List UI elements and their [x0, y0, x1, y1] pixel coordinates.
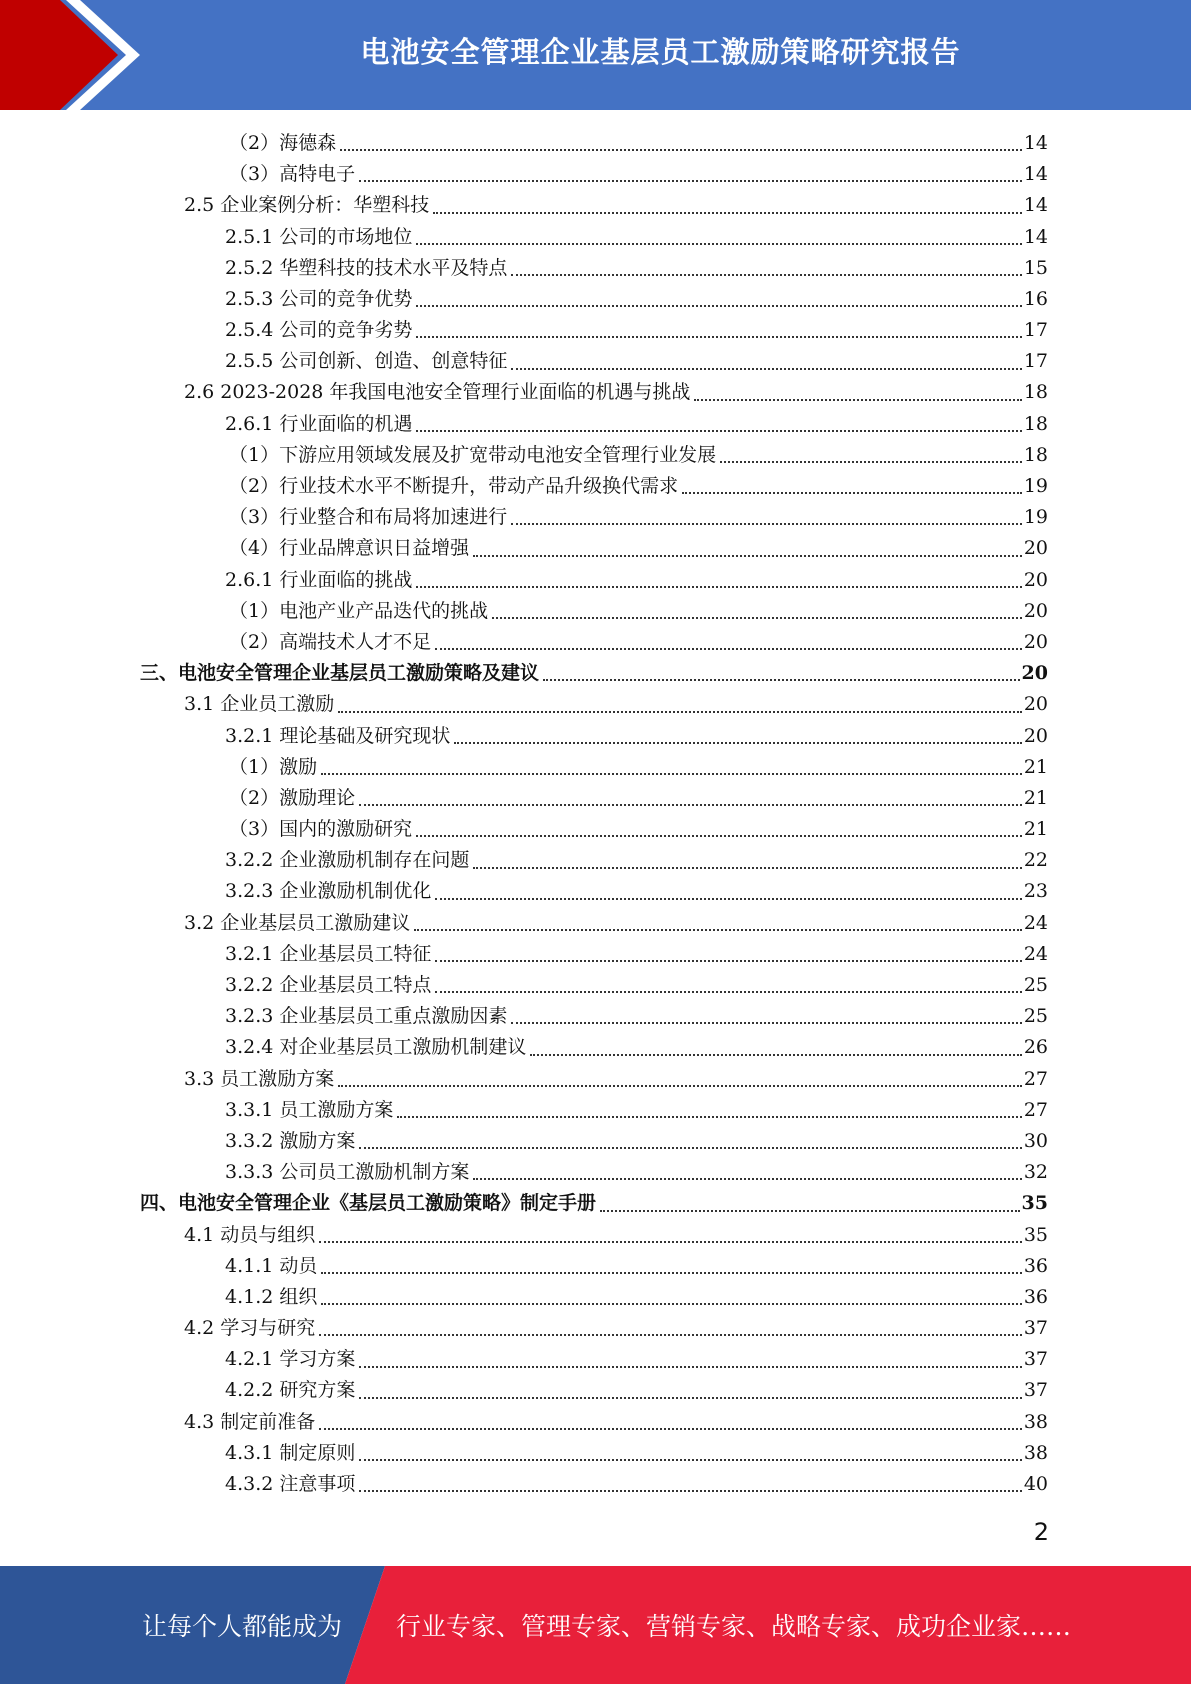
toc-entry-page: 37 — [1023, 1348, 1048, 1371]
toc-entry[interactable] — [140, 533, 1048, 564]
toc-entry[interactable] — [140, 970, 1048, 1001]
toc-entry[interactable] — [140, 627, 1048, 658]
toc-entry[interactable] — [140, 1376, 1048, 1407]
toc-entry[interactable] — [140, 159, 1048, 190]
toc-entry-page: 27 — [1023, 1098, 1048, 1121]
toc-entry-label: 4.2.1 学习方案 — [225, 1348, 356, 1371]
toc-dot-leader — [416, 429, 1021, 432]
toc-entry[interactable] — [140, 752, 1048, 783]
toc-dot-leader — [511, 367, 1021, 370]
toc-entry[interactable] — [140, 471, 1048, 502]
toc-entry-label: 4.3 制定前准备 — [184, 1410, 316, 1433]
toc-entry[interactable] — [140, 1407, 1048, 1438]
toc-entry-page: 40 — [1023, 1473, 1048, 1496]
toc-entry-label: 3.3 员工激励方案 — [184, 1067, 335, 1090]
toc-entry-page: 25 — [1023, 1005, 1048, 1028]
toc-dot-leader — [338, 710, 1022, 713]
toc-entry-page: 17 — [1023, 319, 1048, 342]
toc-entry-page: 26 — [1023, 1036, 1048, 1059]
toc-dot-leader — [359, 1146, 1021, 1149]
toc-entry[interactable] — [140, 1001, 1048, 1032]
toc-entry-page: 14 — [1023, 194, 1048, 217]
toc-entry-page: 23 — [1023, 880, 1048, 903]
toc-entry-label: 3.3.2 激励方案 — [225, 1129, 356, 1152]
toc-entry-page: 19 — [1023, 475, 1048, 498]
toc-entry-page: 36 — [1023, 1285, 1048, 1308]
toc-dot-leader — [416, 834, 1022, 837]
toc-entry-label: 3.2.2 企业激励机制存在问题 — [225, 849, 470, 872]
toc-dot-leader — [414, 928, 1022, 931]
toc-entry-page: 27 — [1023, 1067, 1048, 1090]
toc-entry-page: 38 — [1023, 1410, 1048, 1433]
footer-slogan-left: 让每个人都能成为 — [142, 1612, 343, 1641]
toc-entry[interactable] — [140, 908, 1048, 939]
toc-entry-label: 2.6.1 行业面临的挑战 — [225, 568, 413, 591]
toc-dot-leader — [530, 1053, 1021, 1056]
toc-entry[interactable] — [140, 1095, 1048, 1126]
toc-dot-leader — [416, 335, 1021, 338]
toc-dot-leader — [720, 460, 1022, 463]
toc-dot-leader — [338, 1084, 1022, 1087]
toc-dot-leader — [694, 398, 1021, 401]
toc-entry-label: （1）激励 — [229, 755, 318, 778]
toc-entry[interactable] — [140, 1469, 1048, 1500]
toc-entry-label: 3.2.3 企业激励机制优化 — [225, 880, 432, 903]
toc-entry-page: 20 — [1021, 662, 1048, 685]
toc-entry[interactable] — [140, 1282, 1048, 1313]
toc-entry-label: （3）国内的激励研究 — [229, 818, 413, 841]
toc-entry-page: 15 — [1023, 256, 1048, 279]
toc-dot-leader — [359, 1458, 1021, 1461]
toc-entry[interactable] — [140, 596, 1048, 627]
toc-entry-label: 3.2.1 企业基层员工特征 — [225, 942, 432, 965]
toc-dot-leader — [473, 1177, 1021, 1180]
toc-entry-label: 2.5.2 华塑科技的技术水平及特点 — [225, 256, 508, 279]
toc-dot-leader — [359, 1365, 1021, 1368]
toc-entry-label: （2）激励理论 — [229, 786, 356, 809]
footer-band — [0, 1566, 1191, 1684]
toc-entry[interactable] — [140, 502, 1048, 533]
toc-entry-page: 20 — [1023, 724, 1048, 747]
toc-entry-page: 18 — [1023, 443, 1048, 466]
toc-entry-page: 14 — [1023, 225, 1048, 248]
toc-entry[interactable] — [140, 689, 1048, 720]
toc-entry-label: （2）海德森 — [229, 131, 337, 154]
page-number: 2 — [1033, 1518, 1049, 1546]
toc-dot-leader — [435, 990, 1021, 993]
toc-entry-label: 3.3.3 公司员工激励机制方案 — [225, 1161, 470, 1184]
toc-entry-label: 3.2.2 企业基层员工特点 — [225, 974, 432, 997]
toc-entry[interactable] — [140, 222, 1048, 253]
footer-slogan-right: 行业专家、管理专家、营销专家、战略专家、成功企业家…… — [396, 1612, 1072, 1641]
toc-dot-leader — [359, 1489, 1021, 1492]
toc-dot-leader — [416, 585, 1021, 588]
toc-entry-label: 2.5.1 公司的市场地位 — [225, 225, 413, 248]
toc-dot-leader — [435, 647, 1022, 650]
toc-entry[interactable] — [140, 565, 1048, 596]
header-chevron-graphic — [0, 0, 160, 110]
toc-entry[interactable] — [140, 190, 1048, 221]
toc-dot-leader — [340, 148, 1022, 151]
toc-dot-leader — [397, 1115, 1021, 1118]
toc-entry[interactable] — [140, 1188, 1048, 1219]
toc-entry-label: （3）行业整合和布局将加速进行 — [229, 506, 508, 529]
toc-entry[interactable] — [140, 1313, 1048, 1344]
toc-entry[interactable] — [140, 1251, 1048, 1282]
toc-entry[interactable] — [140, 1064, 1048, 1095]
toc-dot-leader — [359, 179, 1022, 182]
report-title: 电池安全管理企业基层员工激励策略研究报告 — [360, 34, 961, 69]
toc-entry-page: 37 — [1023, 1317, 1048, 1340]
toc-entry-page: 32 — [1023, 1161, 1048, 1184]
toc-dot-leader — [511, 522, 1022, 525]
toc-entry-label: 3.2.3 企业基层员工重点激励因素 — [225, 1005, 508, 1028]
toc-dot-leader — [473, 866, 1021, 869]
toc-entry-page: 24 — [1023, 942, 1048, 965]
toc-entry-page: 14 — [1023, 163, 1048, 186]
toc-entry-label: 3.2 企业基层员工激励建议 — [184, 911, 411, 934]
toc-entry-label: 2.6.1 行业面临的机遇 — [225, 412, 413, 435]
toc-entry-page: 35 — [1023, 1223, 1048, 1246]
toc-entry[interactable] — [140, 1126, 1048, 1157]
toc-entry-page: 20 — [1023, 630, 1048, 653]
toc-entry[interactable] — [140, 128, 1048, 159]
toc-dot-leader — [359, 803, 1022, 806]
toc-entry[interactable] — [140, 877, 1048, 908]
toc-entry-page: 20 — [1023, 599, 1048, 622]
toc-entry[interactable] — [140, 315, 1048, 346]
toc-entry-label: 2.5.3 公司的竞争优势 — [225, 287, 413, 310]
toc-entry-page: 36 — [1023, 1254, 1048, 1277]
toc-entry[interactable] — [140, 814, 1048, 845]
toc-entry-label: （3）高特电子 — [229, 163, 356, 186]
toc-entry-label: 4.3.2 注意事项 — [225, 1473, 356, 1496]
toc-entry[interactable] — [140, 409, 1048, 440]
toc-entry-page: 37 — [1023, 1379, 1048, 1402]
toc-entry-label: 3.1 企业员工激励 — [184, 693, 335, 716]
toc-entry-label: 3.3.1 员工激励方案 — [225, 1098, 394, 1121]
toc-entry-page: 30 — [1023, 1129, 1048, 1152]
toc-entry-page: 24 — [1023, 911, 1048, 934]
toc-dot-leader — [319, 1240, 1022, 1243]
toc-dot-leader — [416, 304, 1021, 307]
toc-entry[interactable] — [140, 253, 1048, 284]
toc-entry-page: 14 — [1023, 131, 1048, 154]
toc-entry[interactable] — [140, 378, 1048, 409]
toc-entry-page: 21 — [1023, 755, 1048, 778]
toc-entry-page: 35 — [1021, 1192, 1048, 1215]
toc-entry-page: 18 — [1023, 412, 1048, 435]
toc-entry-label: 2.6 2023-2028 年我国电池安全管理行业面临的机遇与挑战 — [184, 381, 691, 404]
header-band — [0, 0, 1191, 110]
toc-dot-leader — [600, 1209, 1020, 1212]
toc-dot-leader — [433, 211, 1022, 214]
toc-entry-label: （2）高端技术人才不足 — [229, 630, 432, 653]
toc-entry-label: 4.1 动员与组织 — [184, 1223, 316, 1246]
toc-entry-label: （1）下游应用领域发展及扩宽带动电池安全管理行业发展 — [229, 443, 717, 466]
toc-entry[interactable] — [140, 939, 1048, 970]
toc-entry-label: 2.5.5 公司创新、创造、创意特征 — [225, 350, 508, 373]
toc-entry[interactable] — [140, 1032, 1048, 1063]
toc-entry-page: 22 — [1023, 849, 1048, 872]
toc-entry-label: （2）行业技术水平不断提升，带动产品升级换代需求 — [229, 475, 679, 498]
toc-entry-label: 4.2.2 研究方案 — [225, 1379, 356, 1402]
toc-dot-leader — [321, 1302, 1021, 1305]
toc-entry-page: 20 — [1023, 693, 1048, 716]
toc-entry-page: 20 — [1023, 568, 1048, 591]
toc-entry-page: 19 — [1023, 506, 1048, 529]
toc-entry[interactable] — [140, 845, 1048, 876]
toc-entry-page: 17 — [1023, 350, 1048, 373]
toc-dot-leader — [492, 616, 1022, 619]
toc-dot-leader — [359, 1396, 1021, 1399]
toc-dot-leader — [416, 242, 1021, 245]
toc-entry[interactable] — [140, 1220, 1048, 1251]
toc-entry-label: 四、电池安全管理企业《基层员工激励策略》制定手册 — [140, 1192, 597, 1215]
toc-dot-leader — [435, 959, 1021, 962]
toc-dot-leader — [682, 491, 1022, 494]
toc-entry-label: 4.1.1 动员 — [225, 1254, 318, 1277]
toc-entry-label: （1）电池产业产品迭代的挑战 — [229, 599, 489, 622]
toc-entry-label: 4.3.1 制定原则 — [225, 1441, 356, 1464]
toc-entry[interactable] — [140, 783, 1048, 814]
toc-dot-leader — [319, 1333, 1022, 1336]
toc-entry-label: 2.5.4 公司的竞争劣势 — [225, 319, 413, 342]
toc-entry-page: 38 — [1023, 1441, 1048, 1464]
toc-entry[interactable] — [140, 1438, 1048, 1469]
toc-entry-page: 21 — [1023, 818, 1048, 841]
toc-dot-leader — [435, 897, 1021, 900]
toc-entry-label: 4.2 学习与研究 — [184, 1317, 316, 1340]
toc-entry-page: 25 — [1023, 974, 1048, 997]
toc-entry[interactable] — [140, 346, 1048, 377]
toc-entry-page: 18 — [1023, 381, 1048, 404]
table-of-contents — [140, 128, 1048, 1500]
toc-entry-label: 3.2.4 对企业基层员工激励机制建议 — [225, 1036, 527, 1059]
toc-entry-page: 20 — [1023, 537, 1048, 560]
toc-dot-leader — [319, 1427, 1022, 1430]
toc-entry-label: 2.5 企业案例分析：华塑科技 — [184, 194, 430, 217]
toc-entry[interactable] — [140, 721, 1048, 752]
toc-entry-label: 三、电池安全管理企业基层员工激励策略及建议 — [140, 662, 540, 685]
toc-entry[interactable] — [140, 1157, 1048, 1188]
toc-dot-leader — [321, 772, 1022, 775]
toc-dot-leader — [473, 554, 1022, 557]
toc-entry-label: 3.2.1 理论基础及研究现状 — [225, 724, 451, 747]
toc-entry[interactable] — [140, 1344, 1048, 1375]
toc-dot-leader — [321, 1271, 1021, 1274]
toc-entry[interactable] — [140, 658, 1048, 689]
toc-entry-page: 21 — [1023, 786, 1048, 809]
toc-dot-leader — [511, 1021, 1021, 1024]
toc-entry[interactable] — [140, 284, 1048, 315]
toc-entry-label: （4）行业品牌意识日益增强 — [229, 537, 470, 560]
toc-dot-leader — [543, 678, 1020, 681]
toc-dot-leader — [454, 741, 1021, 744]
toc-entry-label: 4.1.2 组织 — [225, 1285, 318, 1308]
toc-entry[interactable] — [140, 440, 1048, 471]
toc-dot-leader — [511, 273, 1021, 276]
toc-entry-page: 16 — [1023, 287, 1048, 310]
